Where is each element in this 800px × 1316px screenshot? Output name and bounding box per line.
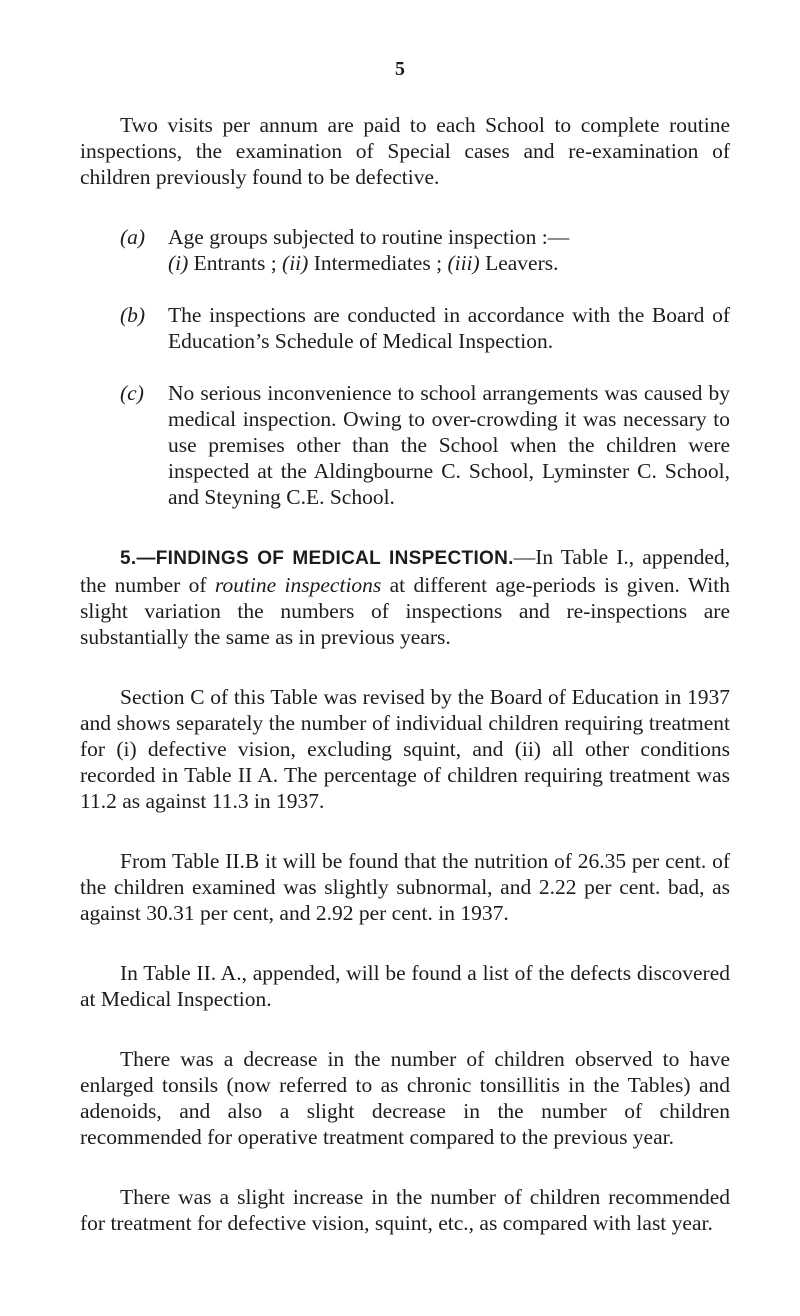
item-b-text: The inspections are conducted in accordance with the Board of Education’s Schedule of Medical Inspection.	[168, 303, 730, 353]
list-item-a	[120, 224, 730, 276]
item-a-intro: Age groups subjected to routine inspection :—	[168, 225, 570, 249]
tonsils-paragraph: There was a decrease in the number of children observed to have enlarged tonsils (now referred to as chronic tonsillitis in the Tables) and adenoids, and also a slight decrease in the number of children recommended for operative treatment compared to the previous year.	[80, 1047, 730, 1149]
defects-paragraph: In Table II. A., appended, will be found a list of the defects discovered at Medical Inspection.	[80, 961, 730, 1011]
table-section-c-paragraph: Section C of this Table was revised by the Board of Education in 1937 and shows separately the number of individual children requiring treatment for (i) defective vision, excluding squint, and (ii) all other conditions recorded in Table II A. The percentage of children requiring treatment was 11.2 as against 11.3 in 1937.	[80, 685, 730, 813]
section-5-paragraph	[80, 544, 730, 650]
document-body	[80, 112, 730, 1236]
sub-label-iii: (iii)	[447, 251, 480, 275]
item-c-label: (c)	[120, 381, 144, 405]
item-c-text: No serious inconvenience to school arrangements was caused by medical inspection. Owing to over-crowding it was necessary to use premises other than the School when the children were inspected at the Aldingbourne C. School, Lyminster C. School, and Steyning C.E. School.	[168, 381, 730, 509]
intro-paragraph: Two visits per annum are paid to each School to complete routine inspections, the examination of Special cases and re-examination of children previously found to be defective.	[80, 113, 730, 189]
item-a-groups	[168, 250, 730, 276]
section-5-number: 5.	[120, 548, 137, 569]
section-5-heading: —FINDINGS OF MEDICAL INSPECTION.	[136, 548, 514, 569]
sub-text-i: Entrants ;	[193, 251, 277, 275]
nutrition-paragraph: From Table II.B it will be found that the nutrition of 26.35 per cent. of the children examined was slightly subnormal, and 2.22 per cent. bad, as against 30.31 per cent, and 2.92 per cent. in 1937.	[80, 849, 730, 925]
section-5-text-after: at different age-periods is given. With slight variation the numbers of inspections and re-inspections are substantially the same as in previous years.	[80, 573, 730, 649]
page-number: 5	[395, 58, 405, 80]
list-item-b	[120, 302, 730, 354]
item-a-text	[168, 224, 730, 276]
sub-text-ii: Intermediates ;	[313, 251, 443, 275]
section-5-text-before: —In Table I., appended, the number of	[80, 545, 730, 597]
inspection-list	[80, 224, 730, 510]
sub-label-ii: (ii)	[282, 251, 309, 275]
item-b-label: (b)	[120, 303, 146, 327]
sub-text-iii: Leavers.	[485, 251, 559, 275]
item-a-label: (a)	[120, 225, 146, 249]
section-5-italic: routine inspections	[214, 573, 382, 597]
vision-paragraph: There was a slight increase in the number of children recommended for treatment for defective vision, squint, etc., as compared with last year.	[80, 1185, 730, 1235]
list-item-c	[120, 380, 730, 510]
sub-label-i: (i)	[168, 251, 189, 275]
